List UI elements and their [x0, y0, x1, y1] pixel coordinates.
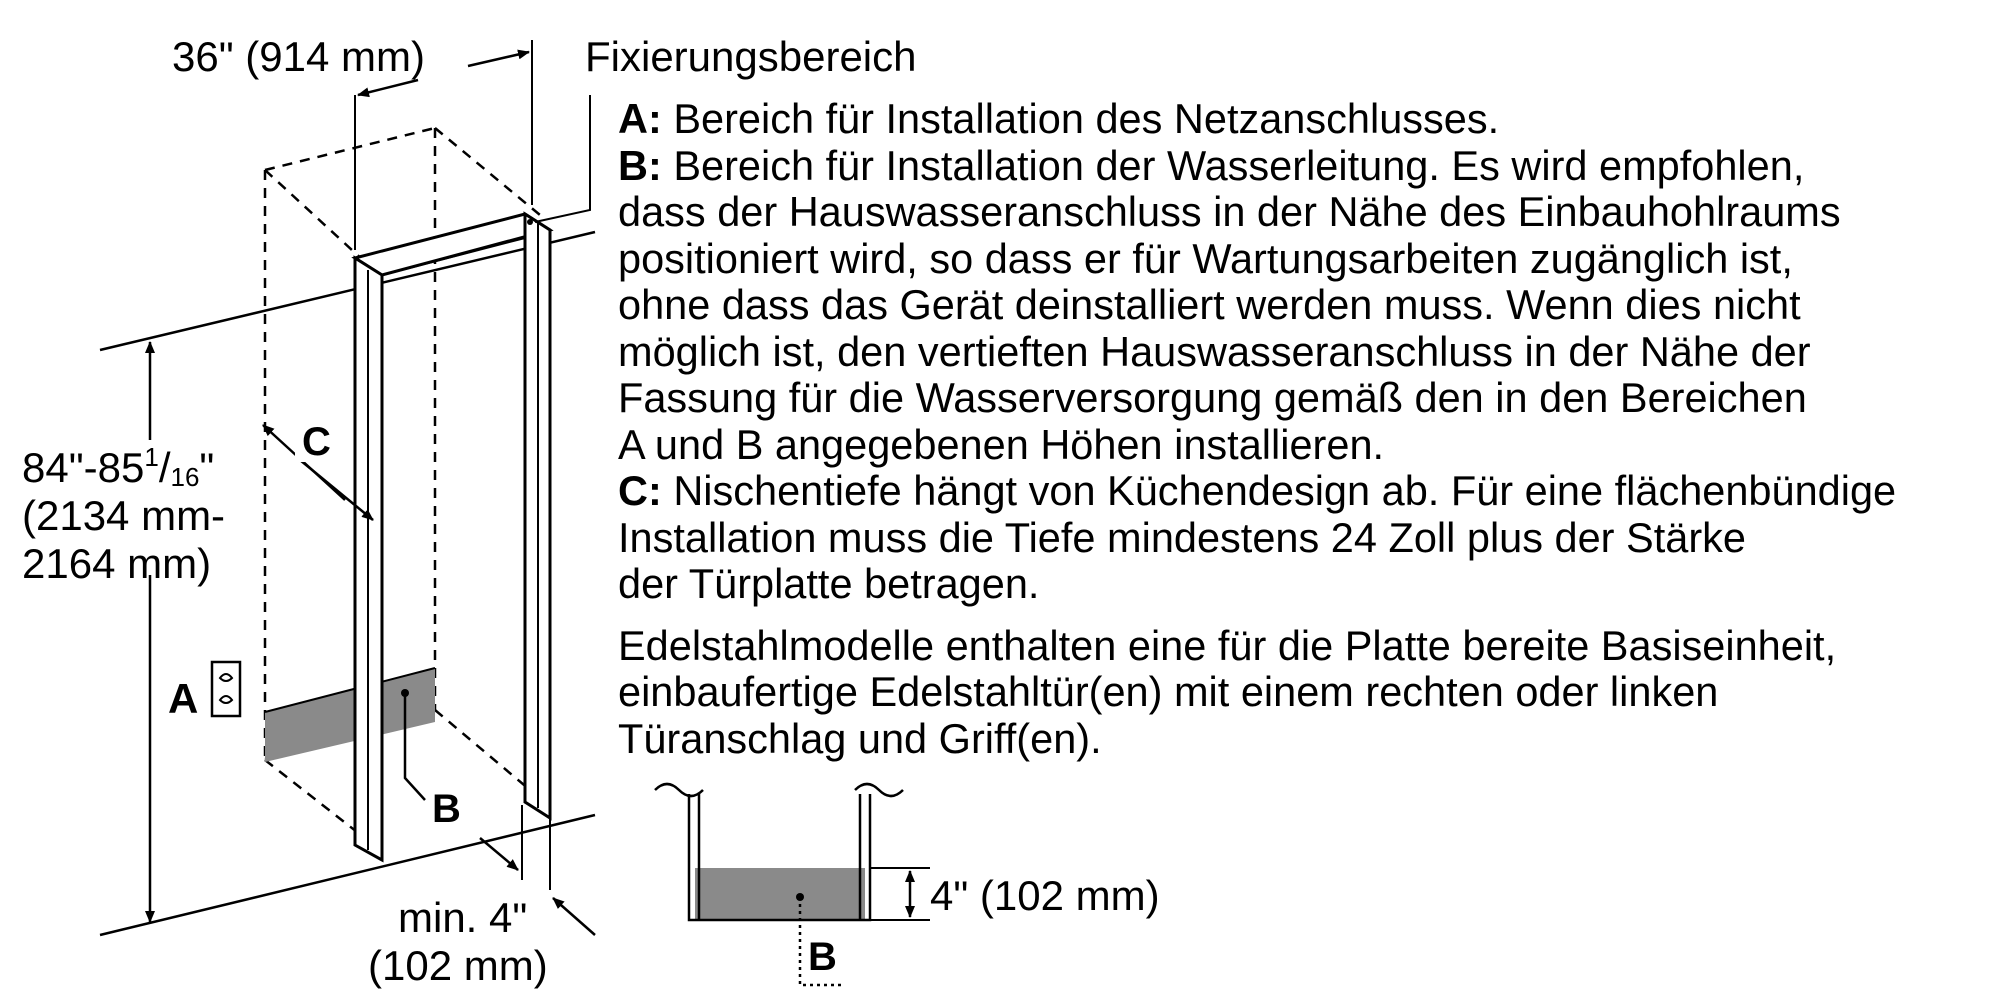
width-arrow-right: [468, 52, 529, 66]
note-c-key: C:: [618, 467, 662, 514]
label-a: A: [168, 675, 199, 722]
width-dimension-label: 36" (914 mm): [172, 33, 425, 80]
note-b-line2: dass der Hauswasseranschluss in der Nähe des Einbauhohlraums: [618, 188, 1841, 235]
notes-spacer: [618, 608, 1993, 623]
note-b-key: B:: [618, 141, 662, 189]
height-label-line1: $84"-85^1/16$": [22, 442, 215, 492]
clearance-label-line2: (102 mm): [368, 942, 548, 989]
detail-water-zone: [695, 868, 865, 920]
note-a-text: Bereich für Installation des Netzanschlusses.: [661, 95, 1500, 142]
zone-label: Fixierungsbereich: [585, 33, 917, 80]
appliance-panel: [355, 214, 550, 860]
detail-left-wall: [655, 784, 703, 796]
note-a-key: A:: [618, 95, 662, 142]
steel-note-line2: einbaufertige Edelstahltür(en) mit einem rechten oder linken: [618, 668, 1719, 715]
label-c: C: [302, 420, 331, 464]
detail-label-b: B: [808, 935, 837, 979]
installation-notes: [618, 96, 1993, 762]
note-b-line7: A und B angegebenen Höhen installieren.: [618, 420, 1385, 468]
note-b-line6: Fassung für die Wasserversorgung gemäß den in den Bereichen: [618, 374, 1807, 421]
width-arrow-left: [358, 80, 418, 95]
height-label-line3: 2164 mm): [22, 540, 212, 587]
detail-right-wall: [855, 784, 903, 796]
anchor-point: [527, 219, 533, 225]
note-b-line3: positioniert wird, so dass er für Wartungsarbeiten zugänglich ist,: [618, 234, 1793, 282]
note-a: [618, 96, 1993, 143]
detail-height-label: 4" (102 mm): [930, 872, 1160, 919]
detail-section: [655, 784, 930, 985]
appliance-panel-edges: [368, 222, 538, 860]
label-b: B: [432, 787, 461, 831]
note-b-text: Bereich für Installation der Wasserleitung. Es wird empfohlen,: [661, 141, 1805, 189]
clearance-label-line1: min. 4": [398, 894, 528, 941]
note-b-line1: [618, 143, 1993, 190]
clearance-arrow-left: [480, 838, 518, 870]
ceiling-line: [100, 232, 595, 350]
installation-zone-band: [265, 668, 435, 762]
note-b-line5: möglich ist, den vertieften Hauswasseranschluss in der Nähe der: [618, 327, 1811, 375]
steel-note-line1: Edelstahlmodelle enthalten eine für die Platte bereite Basiseinheit,: [618, 621, 1837, 669]
note-c-line3: der Türplatte betragen.: [618, 560, 1040, 607]
note-c-text: Nischentiefe hängt von Küchendesign ab. Für eine flächenbündige: [661, 467, 1897, 514]
note-b-line4: ohne dass das Gerät deinstalliert werden muss. Wenn dies nicht: [618, 281, 1801, 328]
note-c-line2: Installation muss die Tiefe mindestens 24 Zoll plus der Stärke: [618, 513, 1746, 561]
note-c-line1: [618, 468, 1993, 515]
height-label-line2: (2134 mm-: [22, 492, 226, 539]
power-outlet-icon: [212, 662, 240, 716]
steel-note-line3: Türanschlag und Griff(en).: [618, 714, 1102, 762]
clearance-arrow-right: [553, 898, 595, 935]
zone-leader-line: [535, 95, 590, 222]
